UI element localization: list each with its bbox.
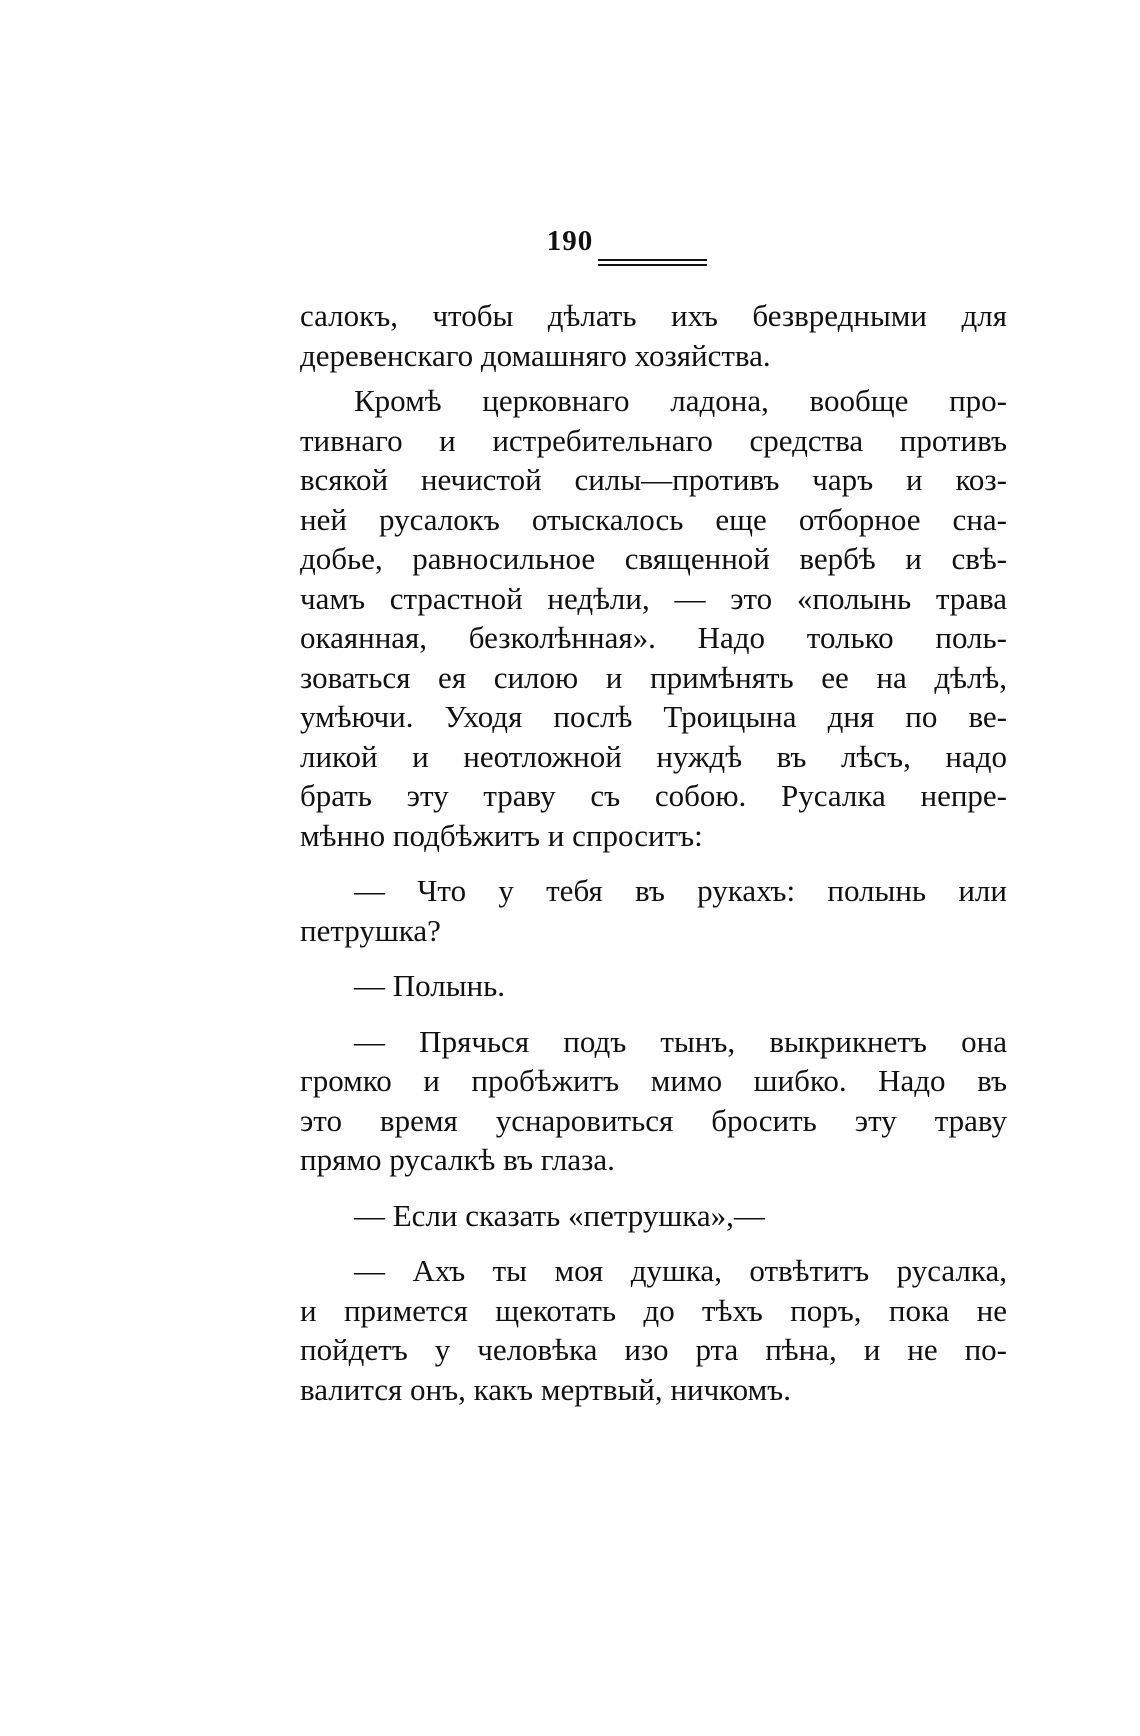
page-number-rule-top <box>598 259 707 261</box>
text-line: громко и пробѣжитъ мимо шибко. Надо въ <box>300 1063 1007 1098</box>
text-line: — Прячься подъ тынъ, выкрикнетъ она <box>354 1023 1007 1059</box>
text-line: — Если сказать «петрушка»,— <box>354 1197 765 1233</box>
paragraph <box>300 1022 1007 1180</box>
paragraph <box>300 1196 1007 1236</box>
text-line: салокъ, чтобы дѣлать ихъ безвредными для <box>300 298 1007 333</box>
text-line: ней русалокъ отыскалось еще отборное сна- <box>300 501 1007 537</box>
text-line: чамъ страстной недѣли, — это «полынь трава <box>300 580 1007 616</box>
text-line: деревенскаго домашняго хозяйства. <box>300 337 771 373</box>
text-line: умѣючи. Уходя послѣ Троицына дня по ве- <box>300 699 1007 734</box>
paragraph <box>300 296 1007 375</box>
text-line: всякой нечистой силы—противъ чаръ и коз- <box>300 462 1007 497</box>
text-line: добье, равносильное священной вербѣ и свѣ- <box>300 541 1007 576</box>
page-number-rule-bottom <box>598 264 707 266</box>
paragraph <box>300 871 1007 950</box>
text-line: Кромѣ церковнаго ладона, вообще про- <box>354 383 1007 418</box>
text-line: ликой и неотложной нуждѣ въ лѣсъ, надо <box>300 738 1007 774</box>
text-line: — Что у тебя въ рукахъ: полынь или <box>354 873 1007 908</box>
text-line: — Ахъ ты моя душка, отвѣтитъ русалка, <box>354 1253 1007 1288</box>
page-number: 190 <box>546 225 594 257</box>
text-line: тивнаго и истребительнаго средства противъ <box>300 422 1007 458</box>
body-text <box>300 296 1007 1409</box>
text-line: валится онъ, какъ мертвый, ничкомъ. <box>300 1371 791 1407</box>
paragraph <box>300 381 1007 855</box>
text-line: брать эту траву съ собою. Русалка непре- <box>300 778 1007 813</box>
text-line: пойдетъ у человѣка изо рта пѣна, и не по- <box>300 1332 1007 1367</box>
paragraph <box>300 966 1007 1006</box>
text-line: и примется щекотать до тѣхъ поръ, пока не <box>300 1292 1007 1328</box>
text-line: прямо русалкѣ въ глаза. <box>300 1142 615 1177</box>
text-line: мѣнно подбѣжитъ и спроситъ: <box>300 817 703 853</box>
text-line: зоваться ея силою и примѣнять ее на дѣлѣ, <box>300 659 1007 695</box>
text-line: окаянная, безколѣнная». Надо только поль- <box>300 620 1007 655</box>
text-line: петрушка? <box>300 912 441 948</box>
paragraph <box>300 1251 1007 1409</box>
text-line: это время уснаровиться бросить эту траву <box>300 1102 1007 1138</box>
text-line: — Полынь. <box>354 968 506 1003</box>
